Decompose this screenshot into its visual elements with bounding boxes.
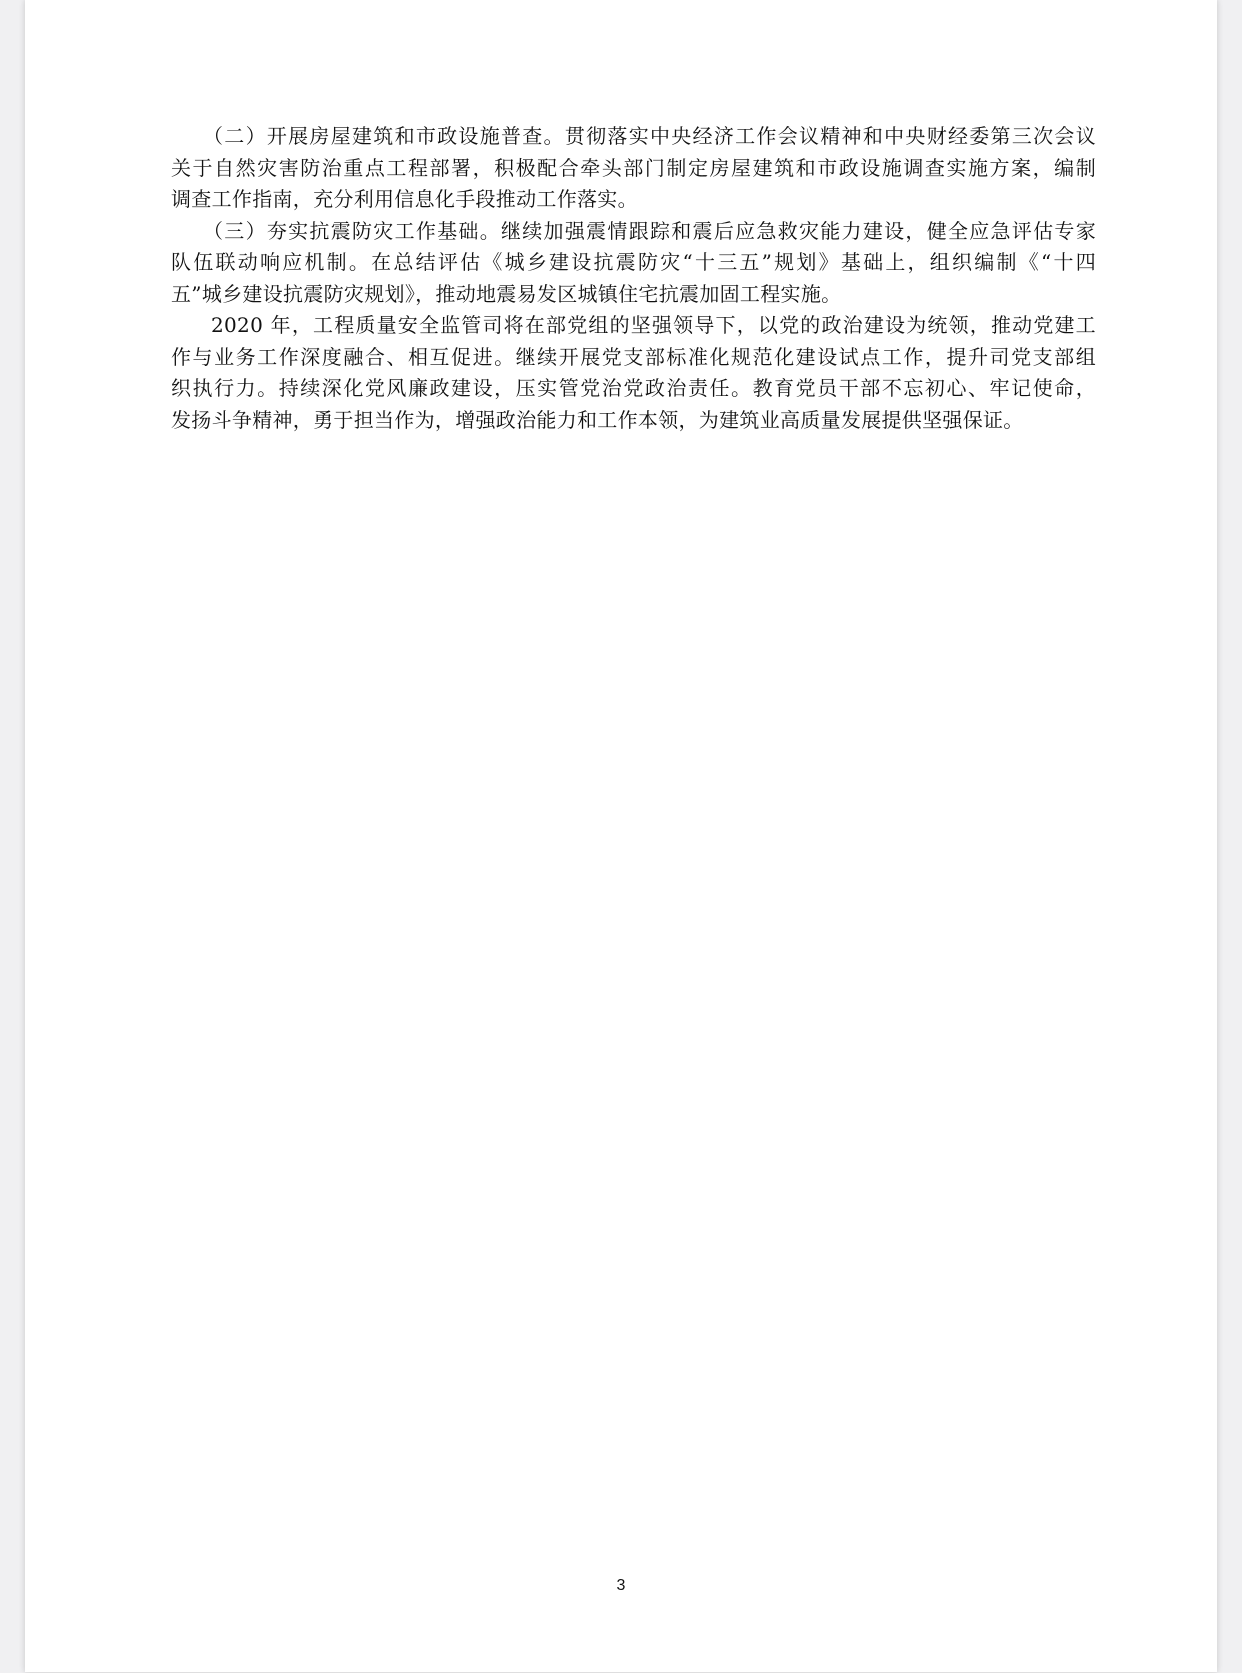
paragraph-earthquake: [171, 216, 1096, 311]
text-line: 五”城乡建设抗震防灾规划》，推动地震易发区城镇住宅抗震加固工程实施。: [171, 281, 842, 306]
text-line: （三）夯实抗震防灾工作基础。继续加强震情跟踪和震后应急救灾能力建设，健全应急评估专家: [203, 218, 1096, 243]
text-line: 发扬斗争精神，勇于担当作为，增强政治能力和工作本领，为建筑业高质量发展提供坚强保证。: [171, 407, 1024, 432]
text-line: 2020 年，工程质量安全监管司将在部党组的坚强领导下，以党的政治建设为统领，推动党建工: [211, 313, 1096, 337]
paragraph-survey: [171, 121, 1096, 216]
text-line: （二）开展房屋建筑和市政设施普查。贯彻落实中央经济工作会议精神和中央财经委第三次会议: [203, 124, 1096, 148]
page-number: 3: [616, 1577, 626, 1594]
text-line: 关于自然灾害防治重点工程部署，积极配合牵头部门制定房屋建筑和市政设施调查实施方案，编制: [171, 155, 1096, 180]
document-body: [171, 121, 1096, 436]
text-line: 队伍联动响应机制。在总结评估《城乡建设抗震防灾“十三五”规划》基础上，组织编制《“十四: [171, 250, 1096, 274]
text-line: 织执行力。持续深化党风廉政建设，压实管党治党政治责任。教育党员干部不忘初心、牢记使命，: [171, 376, 1096, 400]
text-line: 作与业务工作深度融合、相互促进。继续开展党支部标准化规范化建设试点工作，提升司党支部组: [171, 344, 1096, 369]
document-page: [25, 0, 1217, 1672]
paragraph-2020-plan: [171, 310, 1096, 436]
text-line: 调查工作指南，充分利用信息化手段推动工作落实。: [171, 187, 638, 211]
